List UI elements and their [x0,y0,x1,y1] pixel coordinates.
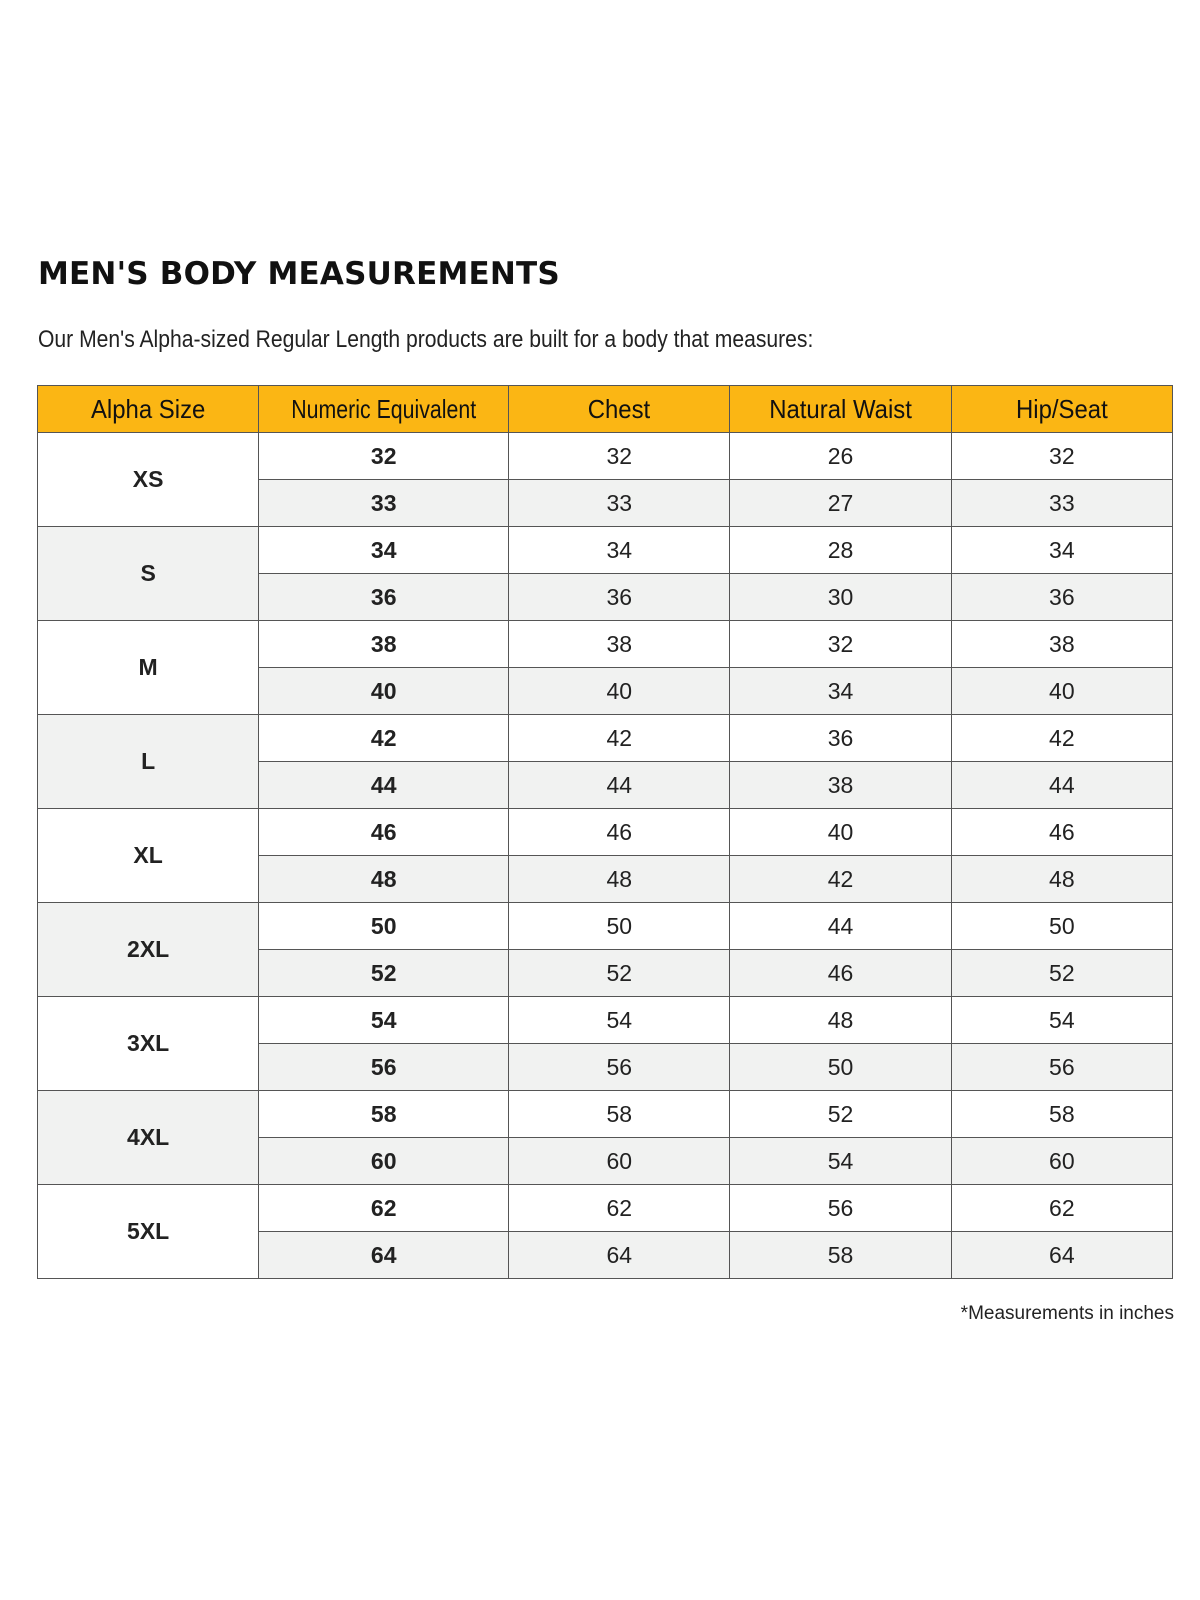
size-chart-table [37,385,1173,1279]
alpha-size-cell: 5XL [38,1185,259,1279]
hip-seat-cell: 38 [951,621,1172,668]
table-row [38,715,1173,762]
hip-seat-cell: 50 [951,903,1172,950]
size-chart-body [38,433,1173,1279]
natural-waist-cell: 44 [730,903,951,950]
chest-cell: 54 [509,997,730,1044]
numeric-equivalent-cell: 33 [259,480,509,527]
table-row [38,433,1173,480]
numeric-equivalent-cell: 42 [259,715,509,762]
natural-waist-cell: 46 [730,950,951,997]
natural-waist-cell: 48 [730,997,951,1044]
table-row [38,1091,1173,1138]
natural-waist-cell: 27 [730,480,951,527]
natural-waist-cell: 58 [730,1232,951,1279]
table-row [38,527,1173,574]
natural-waist-cell: 36 [730,715,951,762]
column-header-chest: Chest [509,386,730,433]
chest-cell: 48 [509,856,730,903]
alpha-size-cell: 3XL [38,997,259,1091]
chest-cell: 60 [509,1138,730,1185]
hip-seat-cell: 33 [951,480,1172,527]
numeric-equivalent-cell: 32 [259,433,509,480]
chest-cell: 58 [509,1091,730,1138]
hip-seat-cell: 34 [951,527,1172,574]
numeric-equivalent-cell: 44 [259,762,509,809]
page-title: MEN'S BODY MEASUREMENTS [38,256,560,292]
chest-cell: 46 [509,809,730,856]
natural-waist-cell: 40 [730,809,951,856]
numeric-equivalent-cell: 60 [259,1138,509,1185]
hip-seat-cell: 32 [951,433,1172,480]
hip-seat-cell: 60 [951,1138,1172,1185]
alpha-size-cell: XL [38,809,259,903]
chest-cell: 32 [509,433,730,480]
natural-waist-cell: 54 [730,1138,951,1185]
chest-cell: 50 [509,903,730,950]
chest-cell: 62 [509,1185,730,1232]
alpha-size-cell: L [38,715,259,809]
natural-waist-cell: 30 [730,574,951,621]
natural-waist-cell: 28 [730,527,951,574]
hip-seat-cell: 46 [951,809,1172,856]
natural-waist-cell: 38 [730,762,951,809]
numeric-equivalent-cell: 48 [259,856,509,903]
column-header-numeric-equivalent: Numeric Equivalent [259,386,509,433]
natural-waist-cell: 50 [730,1044,951,1091]
hip-seat-cell: 44 [951,762,1172,809]
numeric-equivalent-cell: 52 [259,950,509,997]
numeric-equivalent-cell: 58 [259,1091,509,1138]
natural-waist-cell: 34 [730,668,951,715]
numeric-equivalent-cell: 56 [259,1044,509,1091]
table-row [38,809,1173,856]
natural-waist-cell: 42 [730,856,951,903]
hip-seat-cell: 42 [951,715,1172,762]
hip-seat-cell: 48 [951,856,1172,903]
chest-cell: 52 [509,950,730,997]
numeric-equivalent-cell: 54 [259,997,509,1044]
hip-seat-cell: 62 [951,1185,1172,1232]
numeric-equivalent-cell: 34 [259,527,509,574]
chest-cell: 42 [509,715,730,762]
alpha-size-cell: 4XL [38,1091,259,1185]
natural-waist-cell: 56 [730,1185,951,1232]
column-header-alpha-size: Alpha Size [38,386,259,433]
footnote: *Measurements in inches [960,1303,1174,1324]
hip-seat-cell: 36 [951,574,1172,621]
column-header-natural-waist: Natural Waist [730,386,951,433]
page-subtitle: Our Men's Alpha-sized Regular Length products are built for a body that measures: [38,326,814,353]
chest-cell: 38 [509,621,730,668]
numeric-equivalent-cell: 40 [259,668,509,715]
natural-waist-cell: 26 [730,433,951,480]
alpha-size-cell: M [38,621,259,715]
numeric-equivalent-cell: 46 [259,809,509,856]
hip-seat-cell: 58 [951,1091,1172,1138]
chest-cell: 56 [509,1044,730,1091]
table-row [38,621,1173,668]
table-header-row [38,386,1173,433]
chest-cell: 33 [509,480,730,527]
table-row [38,997,1173,1044]
natural-waist-cell: 52 [730,1091,951,1138]
hip-seat-cell: 52 [951,950,1172,997]
chest-cell: 36 [509,574,730,621]
numeric-equivalent-cell: 50 [259,903,509,950]
numeric-equivalent-cell: 64 [259,1232,509,1279]
chest-cell: 40 [509,668,730,715]
column-header-hip-seat: Hip/Seat [951,386,1172,433]
natural-waist-cell: 32 [730,621,951,668]
table-row [38,903,1173,950]
hip-seat-cell: 64 [951,1232,1172,1279]
chest-cell: 44 [509,762,730,809]
chest-cell: 34 [509,527,730,574]
alpha-size-cell: S [38,527,259,621]
chest-cell: 64 [509,1232,730,1279]
numeric-equivalent-cell: 38 [259,621,509,668]
table-row [38,1185,1173,1232]
hip-seat-cell: 56 [951,1044,1172,1091]
hip-seat-cell: 54 [951,997,1172,1044]
numeric-equivalent-cell: 62 [259,1185,509,1232]
numeric-equivalent-cell: 36 [259,574,509,621]
alpha-size-cell: XS [38,433,259,527]
hip-seat-cell: 40 [951,668,1172,715]
alpha-size-cell: 2XL [38,903,259,997]
